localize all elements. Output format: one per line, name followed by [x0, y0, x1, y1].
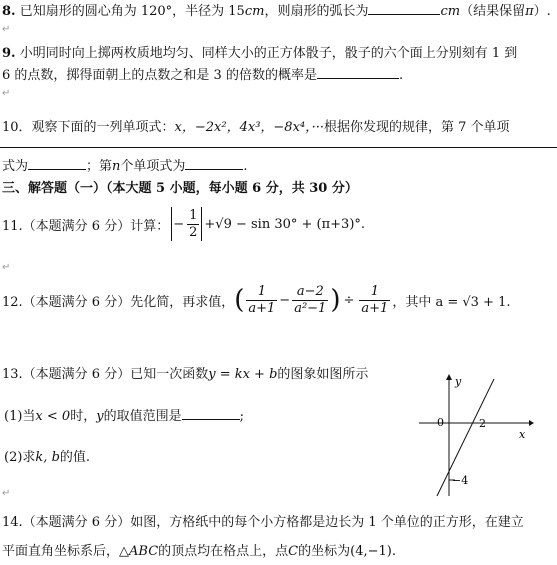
q10-answer-blank-2[interactable]	[185, 156, 243, 170]
graph-x-intercept-label: 2	[479, 417, 486, 430]
q13-label-b: 的图象如图所示	[277, 367, 369, 382]
q13-graph	[415, 372, 535, 502]
q13-p1-end: ;	[239, 409, 244, 424]
q8-text-e: ）.	[533, 4, 551, 19]
q13-label: 13.（本题满分 6 分）已知一次函数	[2, 367, 209, 382]
q12-f2-num: a−2	[292, 284, 328, 301]
q11-line	[2, 206, 365, 242]
q8-text-d: （结果保留	[460, 4, 526, 19]
x-axis-arrow	[529, 420, 534, 426]
q12-f1-num: 1	[246, 284, 277, 301]
q12-fraction-2	[292, 284, 328, 317]
q9-line1	[2, 42, 517, 61]
q10-line2-a: 式为	[2, 159, 29, 174]
q8-unit-cm-2: cm	[440, 4, 461, 19]
q12-paren-open: (	[234, 285, 245, 315]
q10-line1-a: 10．观察下面的一列单项式：	[2, 120, 175, 135]
q13-part1	[4, 405, 244, 424]
q11-abs-left	[171, 207, 172, 241]
q12-f2-den: a²−1	[294, 300, 327, 316]
q8-text-a: 已知扇形的圆心角为 120°，半径为 15	[15, 4, 245, 19]
graph-origin-label: 0	[437, 416, 444, 429]
q10-n: n	[112, 159, 121, 174]
q13-part2	[4, 446, 90, 465]
q14-c: C	[288, 544, 299, 559]
graph-y-label: y	[455, 375, 462, 388]
q13-p2-kb: k, b	[35, 450, 60, 465]
q12-line	[2, 280, 510, 320]
q14-line2	[2, 540, 396, 559]
q12-f3-den: a+1	[361, 300, 389, 316]
q12-f1-den: a+1	[248, 300, 276, 316]
q8-text-b: ，则扇形的弧长为	[264, 4, 369, 19]
q10-line1-b: 根据你发现的规律，第 7 个单项	[324, 120, 510, 135]
para-mark: ↵	[2, 262, 11, 273]
q8-line	[2, 0, 551, 19]
q11-rest: +√9 − sin 30° + (π+3)°.	[204, 216, 366, 232]
q14-line1	[2, 511, 524, 530]
q13-p1-a: (1)当	[4, 409, 36, 424]
q9-line2	[2, 64, 403, 83]
q13-p1-cond: x < 0	[35, 409, 71, 424]
q13-p1-y: y	[96, 409, 104, 424]
graph-y-intercept-label: −4	[452, 474, 469, 487]
q12-div: ÷	[343, 292, 355, 308]
q12-fraction-1	[246, 284, 277, 317]
q13-p2-a: (2)求	[4, 450, 36, 465]
q9-answer-blank[interactable]	[317, 65, 399, 79]
q14-coord: (4,−1)	[350, 544, 392, 559]
q14-line1-text: 14.（本题满分 6 分）如图，方格纸中的每个小方格都是边长为 1 个单位的正方形，在建立	[2, 515, 524, 530]
q10-answer-blank-1[interactable]	[28, 156, 86, 170]
q9-line1-text: 小明同时向上掷两枚质地均匀、同样大小的正方体骰子，骰子的六个面上分别刻有 1 到	[15, 46, 518, 61]
q9-end: .	[398, 68, 404, 83]
q9-line2-text: 6 的点数，掷得面朝上的点数之和是 3 的倍数的概率是	[2, 68, 317, 83]
q12-paren-close: )	[330, 285, 341, 315]
q8-unit-cm: cm	[244, 4, 265, 19]
q8-answer-blank[interactable]	[368, 1, 440, 15]
q14-line2-b: 的顶点均在格点上，点	[158, 544, 289, 559]
section-title: 三、解答题（一）（本大题 5 小题，每小题 6 分，共 30 分）	[2, 181, 358, 196]
q10-line2	[2, 155, 248, 174]
para-mark: ↵	[2, 488, 11, 499]
q13-answer-blank[interactable]	[182, 406, 240, 420]
q12-label: 12.（本题满分 6 分）先化简，再求值，	[2, 294, 235, 310]
page-break-rule	[0, 147, 557, 148]
q12-minus: −	[279, 292, 291, 308]
q12-tail: ，其中 a = √3 + 1.	[392, 294, 511, 310]
q10-line2-b: ；第	[86, 159, 113, 174]
q8-pi: π	[525, 4, 534, 19]
para-mark: ↵	[2, 88, 11, 99]
q10-line2-c: 个单项式为	[120, 159, 186, 174]
q11-minus: −	[173, 216, 185, 232]
q13-p1-c: 的取值范围是	[103, 409, 182, 424]
q8-number: 8.	[2, 4, 16, 19]
q11-fraction	[187, 208, 199, 241]
q13-line	[2, 363, 368, 382]
para-mark: ↵	[2, 24, 11, 35]
q11-abs-right	[201, 207, 202, 241]
q11-label: 11.（本题满分 6 分）计算：	[2, 218, 170, 234]
q10-line1	[2, 116, 510, 135]
q13-p2-b: 的值.	[59, 450, 91, 465]
q14-line2-c: 的坐标为	[298, 544, 351, 559]
q11-frac-num: 1	[189, 207, 198, 223]
q13-expr: y = kx + b	[208, 367, 278, 382]
q14-end: .	[391, 544, 396, 559]
q14-triangle: △ABC	[119, 544, 159, 559]
q11-frac-den: 2	[189, 224, 198, 240]
q10-terms: x，−2x²，4x³，−8x⁴，···	[174, 120, 325, 135]
y-axis-arrow	[446, 374, 452, 380]
q10-end: .	[243, 159, 248, 174]
q12-fraction-3	[359, 284, 390, 317]
q14-line2-a: 平面直角坐标系后，	[2, 544, 120, 559]
q9-number: 9.	[2, 46, 16, 61]
graph-x-label: x	[519, 428, 526, 441]
q13-p1-b: 时，	[70, 409, 97, 424]
q12-f3-num: 1	[359, 284, 390, 301]
